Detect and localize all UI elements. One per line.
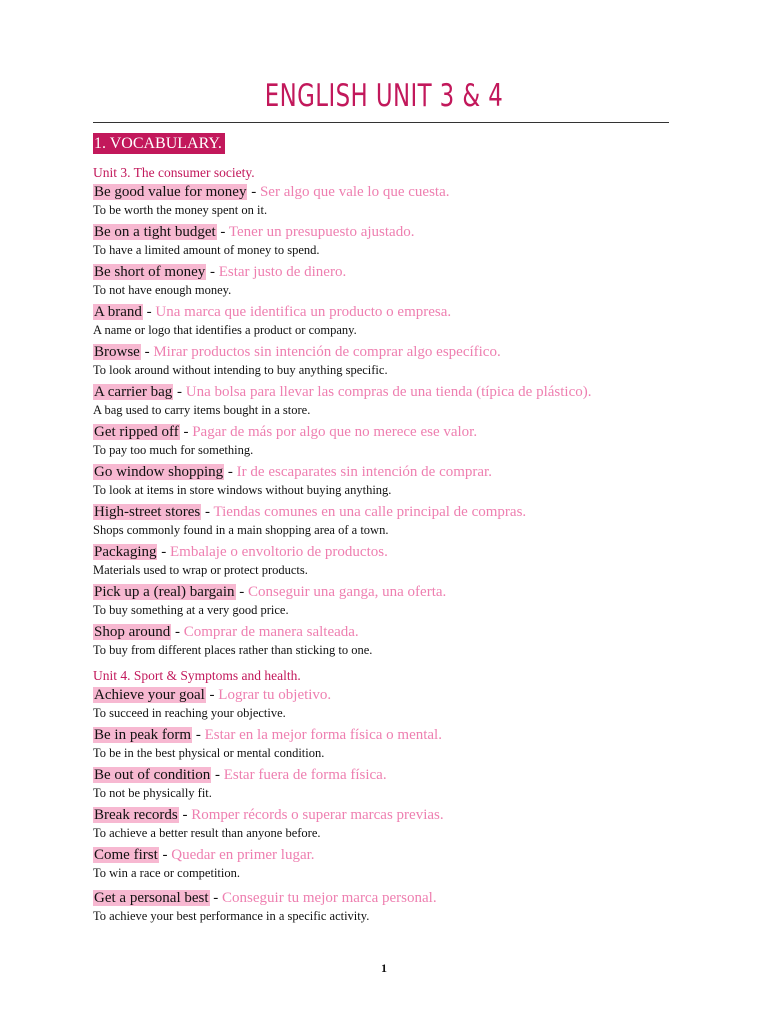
vocab-entry xyxy=(93,766,387,784)
vocab-translation: Ser algo que vale lo que cuesta. xyxy=(259,184,450,200)
vocab-term: Go window shopping xyxy=(94,464,224,480)
vocab-entry xyxy=(93,463,492,481)
vocab-term: Pick up a (real) bargain xyxy=(94,584,235,600)
vocab-entry xyxy=(93,343,501,361)
vocab-definition: To achieve your best performance in a specific activity. xyxy=(93,909,370,923)
vocab-entry xyxy=(93,583,446,601)
unit-heading: Unit 3. The consumer society. xyxy=(93,165,255,180)
vocab-definition: To achieve a better result than anyone before. xyxy=(93,826,321,840)
vocab-term: Shop around xyxy=(94,624,171,640)
vocab-translation: Estar en la mejor forma física o mental. xyxy=(204,727,442,743)
term-separator: - xyxy=(179,424,193,440)
vocab-entry xyxy=(93,503,526,521)
vocab-entry xyxy=(93,383,591,401)
term-separator: - xyxy=(157,544,170,560)
vocab-term: Be in peak form xyxy=(94,727,192,743)
vocab-entry xyxy=(93,543,388,561)
title-divider xyxy=(93,122,669,123)
vocab-entry xyxy=(93,303,451,321)
vocab-term: Be good value for money xyxy=(94,184,247,200)
vocab-entry xyxy=(93,686,331,704)
vocab-term: Be short of money xyxy=(94,264,206,280)
term-separator: - xyxy=(192,727,205,743)
vocab-translation: Estar fuera de forma física. xyxy=(223,767,387,783)
vocab-translation: Una bolsa para llevar las compras de una tienda (típica de plástico). xyxy=(185,384,592,400)
page-number: 1 xyxy=(381,961,387,975)
vocab-term: A carrier bag xyxy=(94,384,173,400)
vocab-translation: Comprar de manera salteada. xyxy=(183,624,359,640)
vocab-definition: To buy from different places rather than sticking to one. xyxy=(93,643,373,657)
term-separator: - xyxy=(201,504,214,520)
term-separator: - xyxy=(211,767,224,783)
term-separator: - xyxy=(235,584,249,600)
vocab-entry xyxy=(93,806,444,824)
vocab-translation: Ir de escaparates sin intención de comprar. xyxy=(236,464,492,480)
term-separator: - xyxy=(173,384,186,400)
vocab-translation: Embalaje o envoltorio de productos. xyxy=(169,544,388,560)
vocab-definition: To pay too much for something. xyxy=(93,443,254,457)
term-separator: - xyxy=(171,624,184,640)
vocab-entry xyxy=(93,263,346,281)
vocab-definition: To be in the best physical or mental condition. xyxy=(93,746,325,760)
vocab-translation: Una marca que identifica un producto o empresa. xyxy=(155,304,452,320)
vocab-translation: Lograr tu objetivo. xyxy=(218,687,332,703)
vocab-translation: Tener un presupuesto ajustado. xyxy=(228,224,415,240)
vocab-term: Get ripped off xyxy=(94,424,179,440)
vocab-term: Achieve your goal xyxy=(94,687,205,703)
vocab-definition: To not have enough money. xyxy=(93,283,232,297)
vocab-translation: Conseguir tu mejor marca personal. xyxy=(222,890,437,906)
term-separator: - xyxy=(205,687,219,703)
term-separator: - xyxy=(158,847,172,863)
vocab-entry xyxy=(93,183,449,201)
vocab-term: Come first xyxy=(94,847,158,863)
term-separator: - xyxy=(209,890,223,906)
vocab-term: Be out of condition xyxy=(94,767,211,783)
vocab-translation: Romper récords o superar marcas previas. xyxy=(191,807,444,823)
term-separator: - xyxy=(224,464,237,480)
vocab-entry xyxy=(93,623,359,641)
vocab-definition: To look at items in store windows without buying anything. xyxy=(93,483,392,497)
vocab-definition: To win a race or competition. xyxy=(93,866,240,880)
term-separator: - xyxy=(206,264,219,280)
vocab-entry xyxy=(93,889,437,907)
vocab-translation: Mirar productos sin intención de comprar algo específico. xyxy=(153,344,501,360)
vocab-definition: To not be physically fit. xyxy=(93,786,212,800)
term-separator: - xyxy=(247,184,260,200)
term-separator: - xyxy=(142,304,156,320)
vocab-term: Break records xyxy=(94,807,178,823)
vocab-translation: Estar justo de dinero. xyxy=(218,264,347,280)
vocab-entry xyxy=(93,223,414,241)
vocab-entry xyxy=(93,726,442,744)
vocab-term: Be on a tight budget xyxy=(94,224,216,240)
vocab-translation: Pagar de más por algo que no merece ese valor. xyxy=(192,424,478,440)
vocab-term: Packaging xyxy=(94,544,157,560)
vocab-definition: A bag used to carry items bought in a store. xyxy=(93,403,311,417)
vocab-definition: Materials used to wrap or protect products. xyxy=(93,563,308,577)
vocab-definition: To have a limited amount of money to spend. xyxy=(93,243,320,257)
section-heading: 1. VOCABULARY. xyxy=(93,133,225,154)
vocab-term: High-street stores xyxy=(94,504,201,520)
term-separator: - xyxy=(216,224,229,240)
vocab-definition: A name or logo that identifies a product or company. xyxy=(93,323,357,337)
vocab-definition: To be worth the money spent on it. xyxy=(93,203,268,217)
vocab-entry xyxy=(93,846,315,864)
vocab-translation: Quedar en primer lugar. xyxy=(171,847,315,863)
vocab-definition: To look around without intending to buy anything specific. xyxy=(93,363,388,377)
vocab-term: Get a personal best xyxy=(94,890,209,906)
term-separator: - xyxy=(140,344,154,360)
vocab-definition: To succeed in reaching your objective. xyxy=(93,706,286,720)
document-title: ENGLISH UNIT 3 & 4 xyxy=(264,78,504,114)
vocab-term: A brand xyxy=(94,304,142,320)
vocab-term: Browse xyxy=(94,344,140,360)
vocab-entry xyxy=(93,423,477,441)
term-separator: - xyxy=(178,807,192,823)
vocab-translation: Tiendas comunes en una calle principal de compras. xyxy=(213,504,527,520)
vocab-translation: Conseguir una ganga, una oferta. xyxy=(248,584,447,600)
vocab-definition: To buy something at a very good price. xyxy=(93,603,289,617)
vocab-definition: Shops commonly found in a main shopping area of a town. xyxy=(93,523,389,537)
unit-heading: Unit 4. Sport & Symptoms and health. xyxy=(93,668,301,683)
